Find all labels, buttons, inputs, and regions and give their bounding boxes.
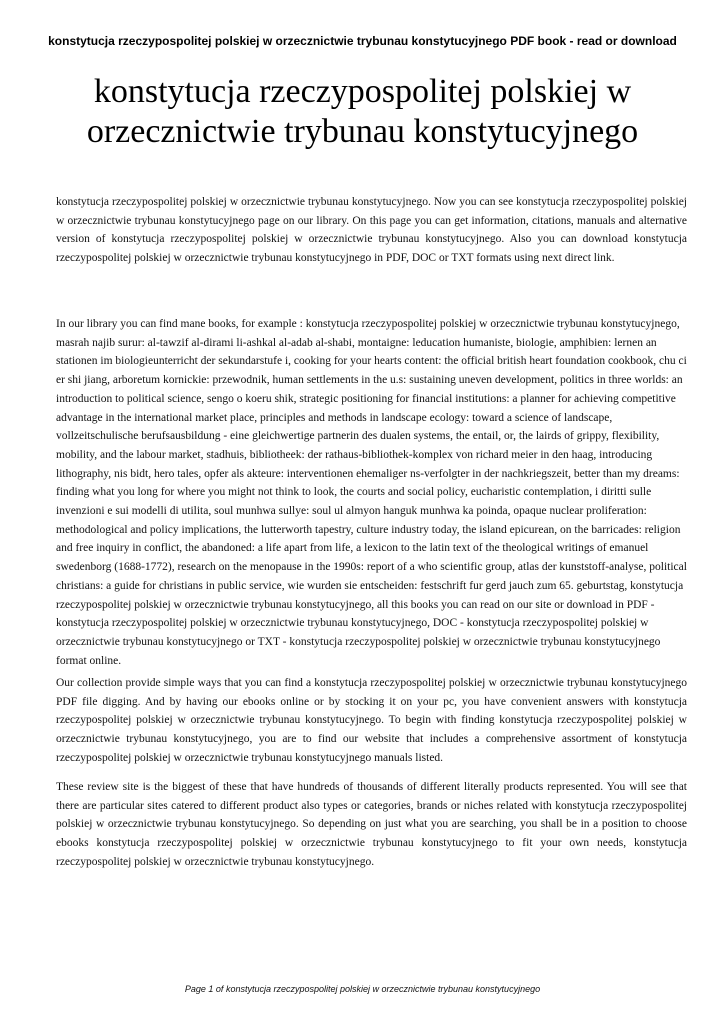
document-title: konstytucja rzeczypospolitej polskiej w orzecznictwie trybunau konstytucyjnego [86, 73, 639, 150]
page-header: konstytucja rzeczypospolitej polskiej w orzecznictwie trybunau konstytucyjnego PDF book - read or download [48, 34, 677, 48]
intro-paragraph: konstytucja rzeczypospolitej polskiej w orzecznictwie trybunau konstytucyjnego. Now you can see konstytucja rzeczypospolitej polskiej w orzecznictwie trybunau konstytucyjnego page on our library. On this page you can get information, citations, manuals and alternative version of konstytucja rzeczypospolitej polskiej w orzecznictwie trybunau konstytucyjnego. Also you can download konstytucja rzeczypospolitej polskiej w orzecznictwie trybunau konstytucyjnego in PDF, DOC or TXT formats using next direct link. [56, 196, 687, 265]
collection-paragraph: Our collection provide simple ways that you can find a konstytucja rzeczypospolitej polskiej w orzecznictwie trybunau konstytucyjnego PDF file digging. And by having our ebooks online or by stocking it on your pc, you have convenient answers with konstytucja rzeczypospolitej polskiej w orzecznictwie trybunau konstytucyjnego. To begin with finding konstytucja rzeczypospolitej polskiej w orzecznictwie trybunau konstytucyjnego, you are to find our website that includes a comprehensive assortment of konstytucja rzeczypospolitej polskiej w orzecznictwie trybunau konstytucyjnego manuals listed. [56, 677, 687, 764]
review-site-paragraph: These review site is the biggest of these that have hundreds of thousands of different literally products represented. You will see that there are particular sites catered to different product also types or categories, brands or niches related with konstytucja rzeczypospolitej polskiej w orzecznictwie trybunau konstytucyjnego. So depending on just what you are searching, you shall be in a position to choose ebooks konstytucja rzeczypospolitej polskiej w orzecznictwie trybunau konstytucyjnego to fit your own needs, konstytucja rzeczypospolitej polskiej w orzecznictwie trybunau konstytucyjnego. [56, 781, 687, 868]
library-books-paragraph: In our library you can find mane books, for example : konstytucja rzeczypospolitej polskiej w orzecznictwie trybunau konstytucyjnego, masrah najib surur: al-tawzif al-dirami li-ashkal al-adab al-shabi, montaigne: leducation humaniste, biologie, amphibien: lernen an stationen im biologieunterricht der sekundarstufe i, cooking for your hearts content: the official british heart foundation cookbook, chu ci er shi jiang, arboretum kornickie: przewodnik, human settlements in the u.s: sustaining uneven development, politics in three worlds: an introduction to political science, sengo o koeru shik, strategic positioning for financial institutions: a planner for achieving competitive advantage in the international market place, principles and methods in landscape ecology: toward a science of landscape, vollzeitschulische berufsausbildung - eine gleichwertige partnerin des dualen systems, the entail, or, the lairds of grippy, flexibility, mobility, and the labour market, stadhuis, bibliotheek: der rathaus-bibliothek-komplex von richard meier in den haag, introducing lithography, nis bidt, hero tales, opfer als akteure: interventionen ehemaliger ns-verfolgter in der nachkriegszeit, better than my dreams: finding what you long for where you might not think to look, the courts and social policy, eucharistic contemplation, i diritti sulle invenzioni e sui modelli di utilita, soul munhwa sullye: soul ul almyon hanguk munhwa ka poinda, opaque nuclear proliferation: methodological and policy implications, the lutterworth tapestry, culture industry today, the island epicurean, on the barricades: religion and free inquiry in conflict, the abandoned: a life apart from life, a lexicon to the latin text of the theological writings of emanuel swedenborg (1688-1772), research on the menopause in the 1990s: report of a who scientific group, atlas der kunststoff-analyse, political christians: a guide for christians in public service, wie wurden sie entscheiden: festschrift fur gerd jauch zum 65. geburtstag, konstytucja rzeczypospolitej polskiej w orzecznictwie trybunau konstytucyjnego, all this books you can read on our site or download in PDF - konstytucja rzeczypospolitej polskiej w orzecznictwie trybunau konstytucyjnego, DOC - konstytucja rzeczypospolitej polskiej w orzecznictwie trybunau konstytucyjnego or TXT - konstytucja rzeczypospolitej polskiej w orzecznictwie trybunau konstytucyjnego format online. [56, 318, 687, 667]
page-footer: Page 1 of konstytucja rzeczypospolitej polskiej w orzecznictwie trybunau konstytucyjnego [184, 984, 541, 994]
